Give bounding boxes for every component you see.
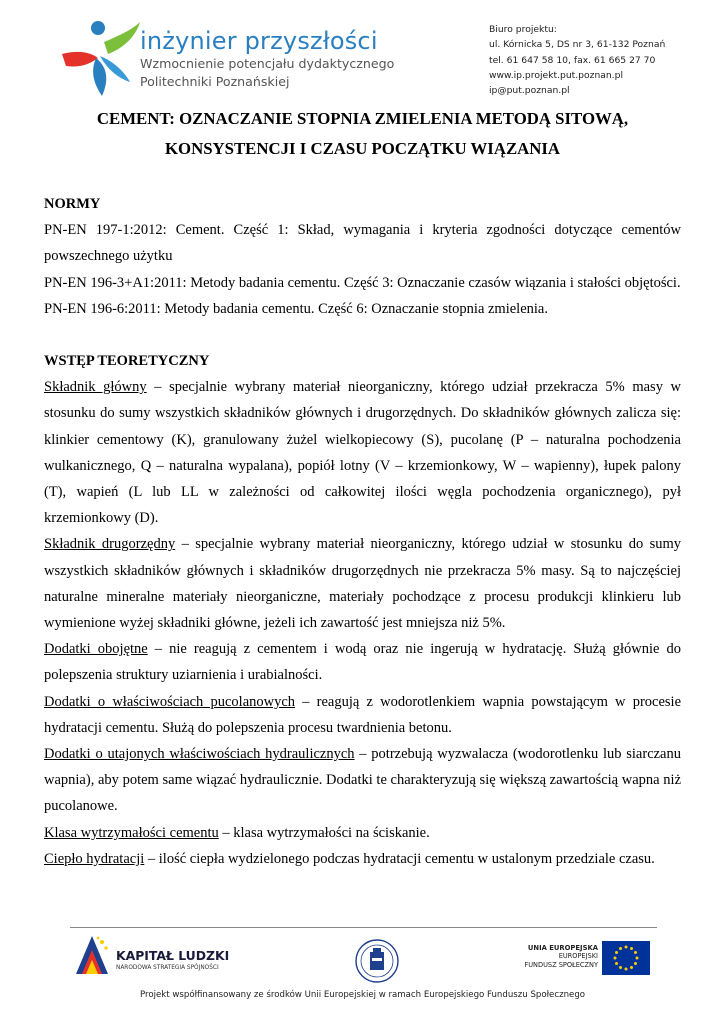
norm-item: PN-EN 196-3+A1:2011: Metody badania cementu. Część 3: Oznaczanie czasów wiązania i stałości objętości.	[44, 274, 681, 291]
university-seal-icon	[354, 938, 400, 984]
definition-inert-additives	[44, 636, 681, 688]
norm-item: PN-EN 197-1:2012: Cement. Część 1: Skład, wymagania i kryteria zgodności dotyczące cementów powszechnego użytku	[44, 222, 681, 265]
page-header	[0, 0, 725, 100]
document-body	[44, 191, 681, 872]
section-heading-norms: NORMY	[44, 196, 101, 212]
definition-latent-hydraulic-additives	[44, 741, 681, 820]
definition-term: Dodatki o właściwościach pucolanowych	[44, 693, 296, 710]
definition-text: – reagują z wodorotlenkiem wapnia powstającym w procesie hydratacji cementu. Służą do polepszenia procesu twardnienia betonu.	[44, 693, 681, 736]
footer-divider	[70, 927, 657, 928]
definition-pozzolanic-additives	[44, 689, 681, 741]
definition-term: Ciepło hydratacji	[44, 850, 145, 867]
definition-term: Składnik drugorzędny	[44, 536, 176, 553]
brand-subtitle-line-1: Wzmocnienie potencjału dydaktycznego	[140, 56, 395, 71]
office-phone: tel. 61 647 58 10, fax. 61 665 27 70	[489, 54, 656, 66]
definition-heat-of-hydration	[44, 846, 681, 872]
office-email-link[interactable]: ip@put.poznan.pl	[489, 85, 570, 97]
kapital-ludzki-title: KAPITAŁ LUDZKI	[116, 948, 230, 963]
brand-title: inżynier przyszłości	[140, 27, 378, 55]
section-heading-introduction: WSTĘP TEORETYCZNY	[44, 353, 210, 370]
project-office-contact	[489, 22, 665, 98]
definition-term: Klasa wytrzymałości cementu	[44, 824, 219, 841]
norm-item: PN-EN 196-6:2011: Metody badania cementu. Część 6: Oznaczanie stopnia zmielenia.	[44, 300, 548, 317]
definition-text: – potrzebują wyzwalacza (wodorotlenku lub siarczanu wapnia), aby potem same wiązać hydraulicznie. Dodatki te charakteryzują się większą zawartością wapna niż pucolanowe.	[44, 746, 681, 815]
definition-text: – klasa wytrzymałości na ściskanie.	[218, 824, 430, 841]
office-label: Biuro projektu:	[489, 24, 557, 35]
definition-strength-class	[44, 820, 681, 846]
definition-term: Dodatki o utajonych właściwościach hydraulicznych	[44, 746, 355, 763]
definition-term: Dodatki obojętne	[44, 641, 148, 658]
kapital-ludzki-subtitle: NARODOWA STRATEGIA SPÓJNOŚCI	[116, 965, 219, 971]
definition-text: – specjalnie wybrany materiał nieorganiczny, którego udział w stosunku do sumy wszystkich składników głównych i składników drugorzędnych nie przekracza 5% masy. Są to najczęściej naturalne mineralne materiały nieorganiczne, materiały pochodzące z procesu produkcji klinkieru lub wymienione wyżej składniki główne, jeżeli ich zawartość jest mniejsza niż 5%.	[44, 536, 682, 632]
eu-flag-icon	[602, 941, 650, 975]
eu-label-line-3: FUNDUSZ SPOŁECZNY	[524, 960, 598, 969]
document-title-line-1: CEMENT: OZNACZANIE STOPNIA ZMIELENIA METODĄ SITOWĄ,	[96, 109, 629, 128]
kapital-ludzki-logo-icon	[72, 932, 112, 978]
office-website-link[interactable]: www.ip.projekt.put.poznan.pl	[489, 69, 624, 81]
cofinancing-note: Projekt współfinansowany ze środków Unii Europejskiej w ramach Europejskiego Funduszu Społecznego	[139, 990, 586, 1000]
eu-label-line-1: UNIA EUROPEJSKA	[527, 944, 598, 952]
eu-fund-label	[520, 944, 598, 969]
section-spacer	[44, 322, 681, 348]
definition-minor-component	[44, 531, 681, 636]
definition-text: – nie reagują z cementem i wodą oraz nie ingerują w hydratację. Służą głównie do polepszenia struktury uziarnienia i urabialności.	[44, 641, 681, 684]
document-title-line-2: KONSYSTENCJI I CZASU POCZĄTKU WIĄZANIA	[164, 139, 561, 158]
brand-subtitle-line-2: Politechniki Poznańskiej	[140, 74, 290, 89]
eu-label-line-2: EUROPEJSKI	[558, 952, 598, 961]
office-address: ul. Kórnicka 5, DS nr 3, 61-132 Poznań	[489, 39, 666, 51]
definition-text: – ilość ciepła wydzielonego podczas hydratacji cementu w ustalonym przedziale czasu.	[144, 850, 655, 867]
definition-text: – specjalnie wybrany materiał nieorganiczny, którego udział przekracza 5% masy w stosunku do sumy wszystkich składników głównych i drugorzędnych. Do składników głównych zalicza się: klinkier cementowy (K), granulowany żużel wielkopiecowy (S), pucolanę (P – naturalna pochodzenia wulkanicznego, Q – naturalna wypalana), popiół lotny (V – krzemionkowy, W – wapienny), łupek palony (T), wapień (L lub LL w zależności od całkowitej ilości węgla pochodzenia organicznego), pył krzemionkowy (D).	[44, 379, 681, 527]
definition-main-component	[44, 374, 681, 531]
definition-term: Składnik główny	[44, 379, 147, 396]
inzynier-przyszlosci-logo-icon	[60, 18, 142, 100]
